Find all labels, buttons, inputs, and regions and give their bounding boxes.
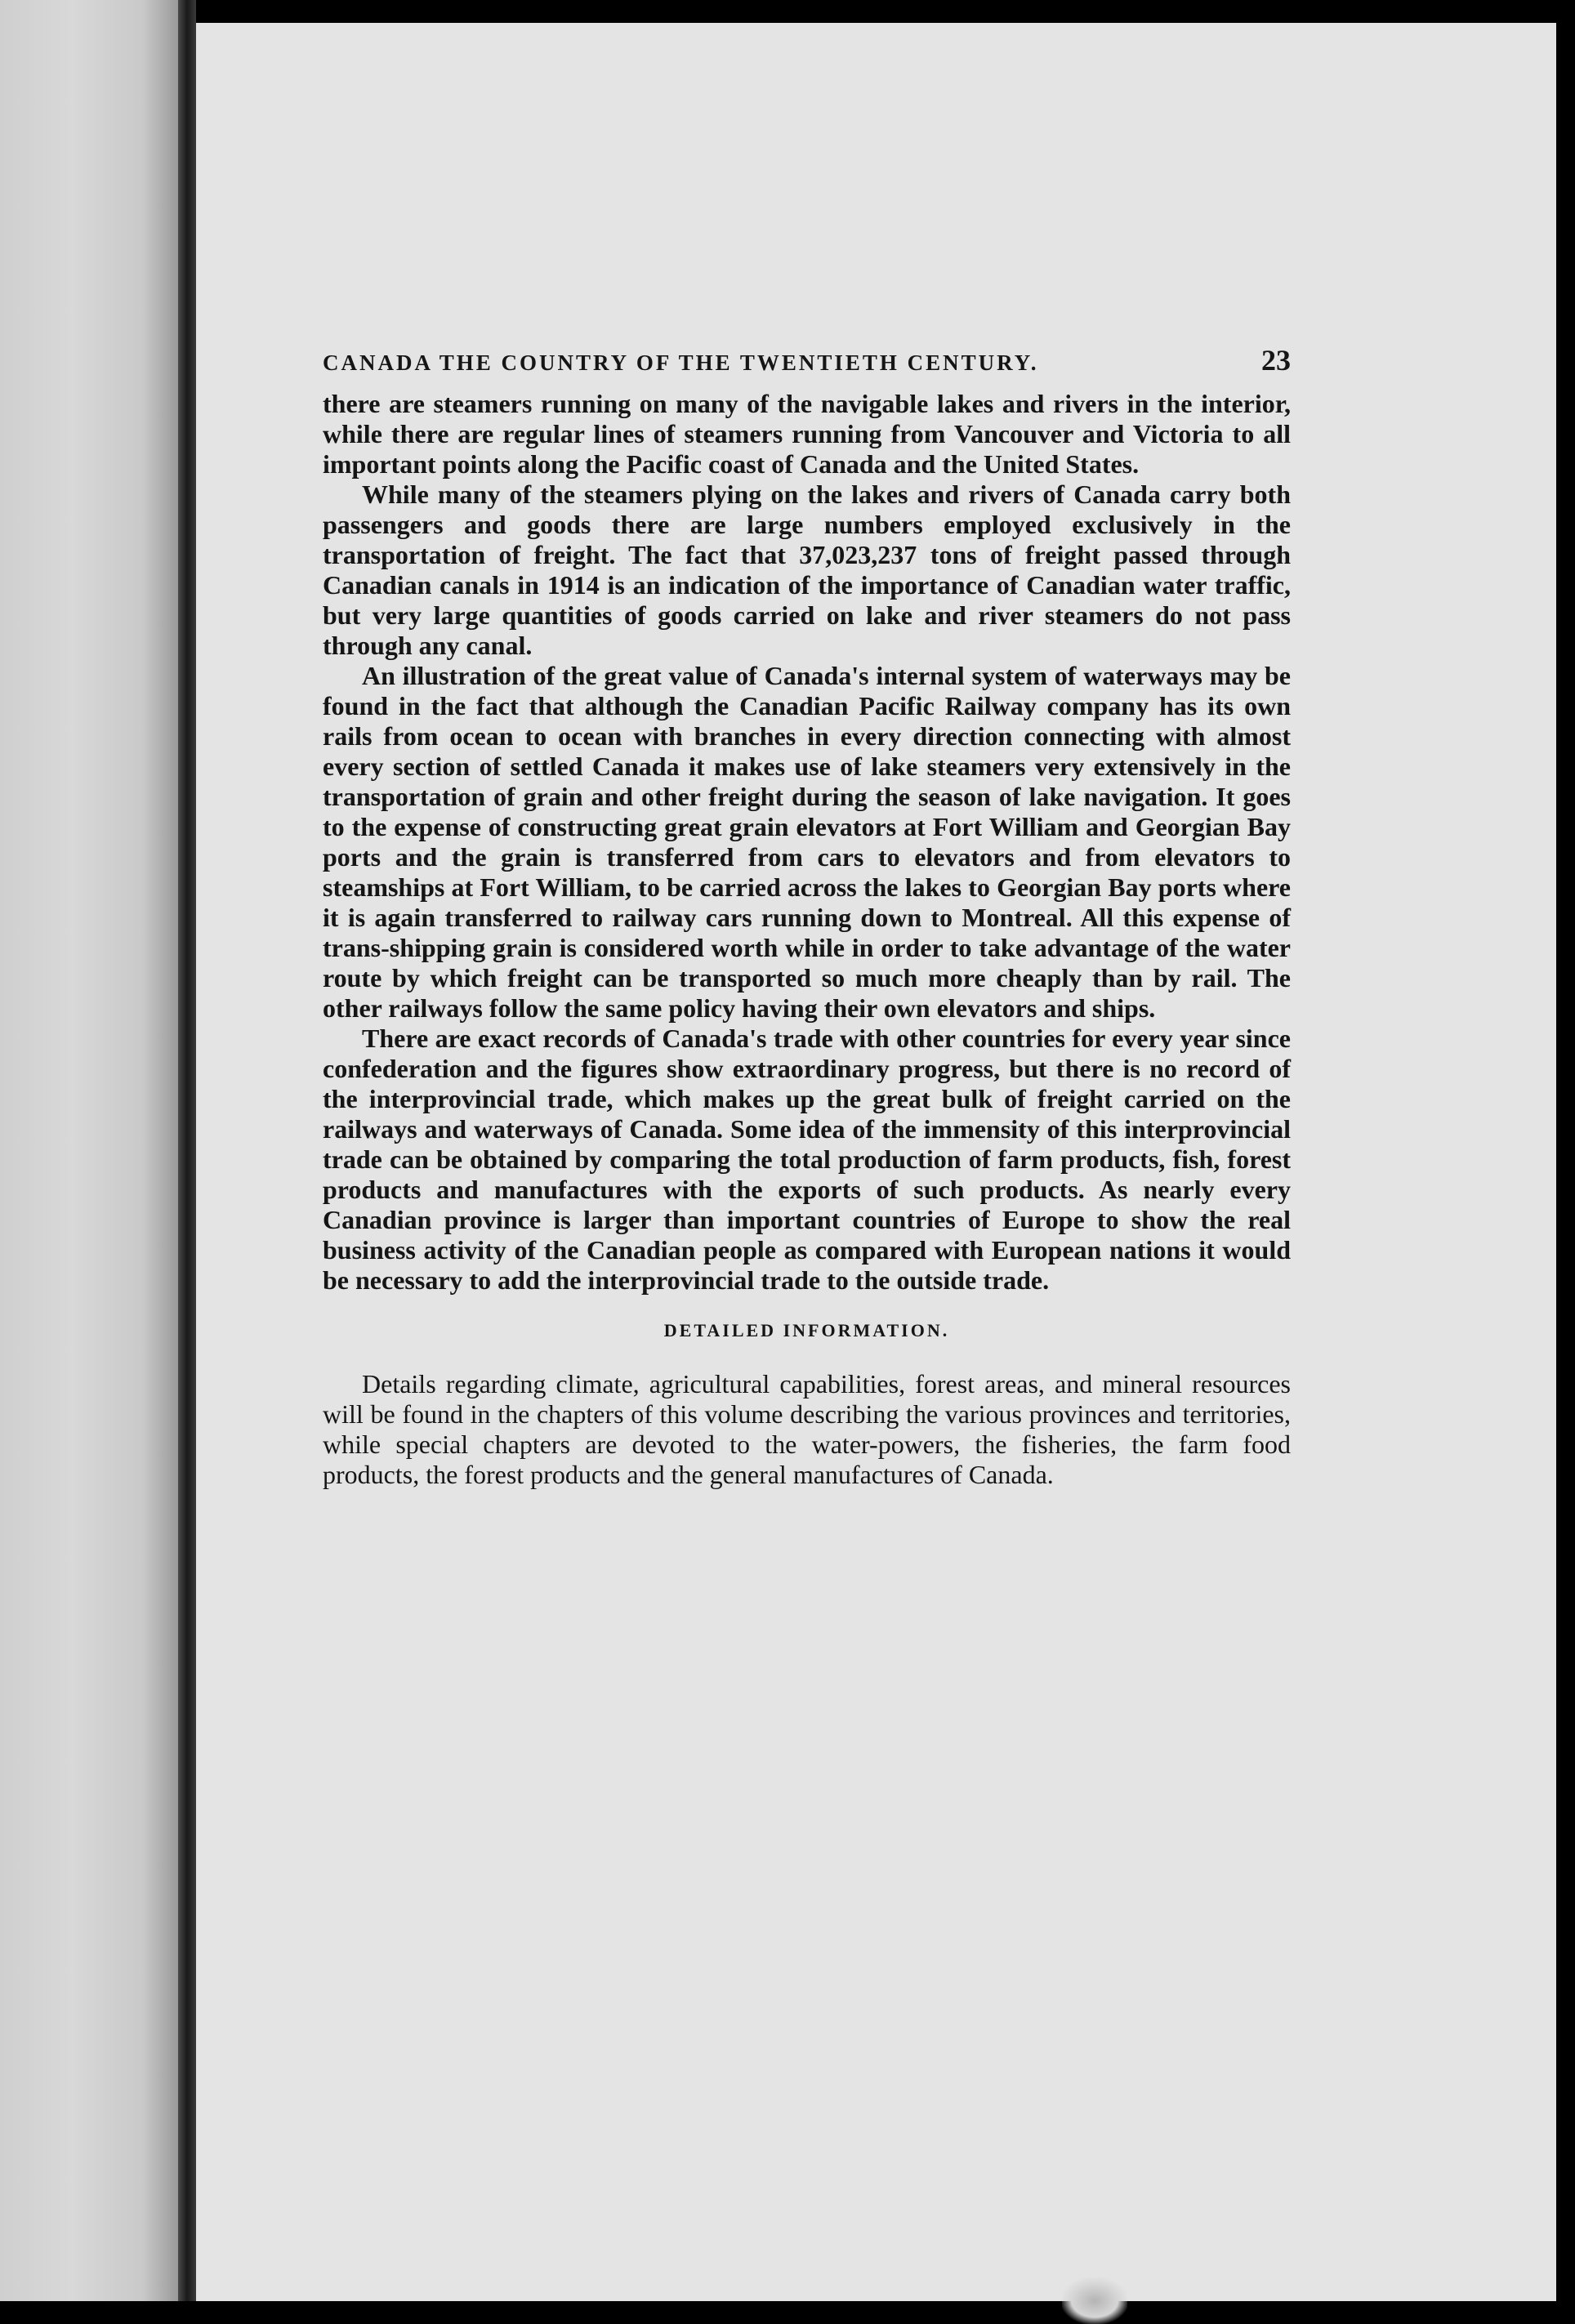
page-number: 23	[1261, 344, 1291, 377]
paragraph-continuation: there are steamers running on many of the navigable lakes and rivers in the interior, while there are regular lines of steamers running from Vancouver and Victoria to all important points along the Pacific coast of Canada and the United States.	[323, 389, 1291, 479]
page-text-block	[323, 343, 1291, 1490]
main-body	[323, 389, 1291, 1296]
detailed-information-body	[323, 1369, 1291, 1490]
book-gutter	[178, 0, 196, 2301]
section-heading: DETAILED INFORMATION.	[663, 1320, 950, 1340]
paragraph-trade: There are exact records of Canada's trade with other countries for every year since confederation and the figures show extraordinary progress, but there is no record of the interprovincial trade, which makes up the great bulk of freight carried on the railways and waterways of Canada. Some idea of the immensity of this interprovincial trade can be obtained by comparing the total production of farm products, fish, forest products and manufactures with the exports of such products. As nearly every Canadian province is larger than important countries of Europe to show the real business activity of the Canadian people as compared with European nations it would be necessary to add the interprovincial trade to the outside trade.	[323, 1024, 1291, 1295]
running-title: CANADA THE COUNTRY OF THE TWENTIETH CENTURY.	[323, 350, 1039, 375]
paragraph-details: Details regarding climate, agricultural capabilities, forest areas, and mineral resources will be found in the chapters of this volume describing the various provinces and territories, while special chapters are devoted to the water-powers, the fisheries, the farm food products, the forest products and the general manufactures of Canada.	[323, 1369, 1291, 1489]
adjacent-page-edge	[0, 0, 178, 2301]
paragraph-waterways: An illustration of the great value of Canada's internal system of waterways may be found in the fact that although the Canadian Pacific Railway company has its own rails from ocean to ocean with branches in every direction connecting with almost every section of settled Canada it makes use of lake steamers very extensively in the transportation of grain and other freight during the season of lake navigation. It goes to the expense of constructing great grain elevators at Fort William and Georgian Bay ports and the grain is transferred from cars to elevators and from elevators to steamships at Fort William, to be carried across the lakes to Georgian Bay ports where it is again transferred to railway cars running down to Montreal. All this expense of trans-shipping grain is considered worth while in order to take advantage of the water route by which freight can be transported so much more cheaply than by rail. The other railways follow the same policy having their own elevators and ships.	[323, 661, 1291, 1023]
paragraph-steamers: While many of the steamers plying on the lakes and rivers of Canada carry both passengers and goods there are large numbers employed exclusively in the transportation of freight. The fact that 37,023,237 tons of freight passed through Canadian canals in 1914 is an indication of the importance of Canadian water traffic, but very large quantities of goods carried on lake and river steamers do not pass through any canal.	[323, 480, 1291, 660]
running-head	[323, 343, 1291, 377]
